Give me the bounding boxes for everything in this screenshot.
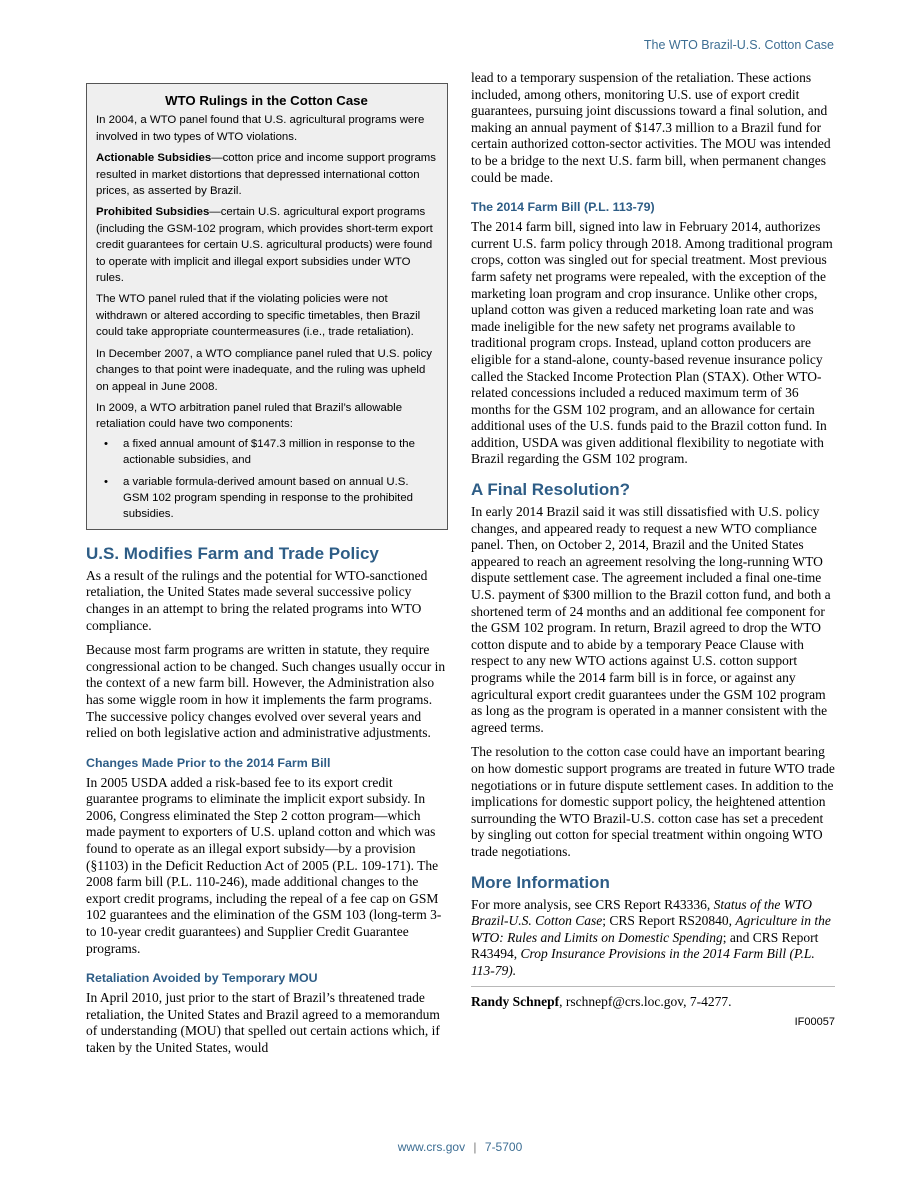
actionable-term: Actionable Subsidies — [96, 152, 212, 165]
footer-phone: 7-5700 — [484, 1140, 523, 1154]
actionable-text: —cotton price and income support programs resulted in market distortions that depressed international cotton prices, as asserted by Brazil. — [96, 152, 436, 198]
paragraph: Because most farm programs are written in statute, they require congressional action to be changed. Such changes usually occur in the context of a new farm bill. However, the Administration also has some wiggle room in how it implements the farm programs. The successive policy changes evolved over several years and relied on both legislative action and administrative adjustments. — [86, 642, 446, 741]
section-resolution — [471, 479, 835, 860]
section-heading: U.S. Modifies Farm and Trade Policy — [86, 543, 379, 563]
paragraph: In early 2014 Brazil said it was still dissatisfied with U.S. policy changes, and appeared ready to request a new WTO compliance panel. Then, on October 2, 2014, Brazil and the United States appeared to reach an agreement resolving the long-running WTO dispute settlement case. The agreement included a final one-time U.S. payment of $300 million to the Brazil cotton fund, and both a shortened term of 24 months and an additional fee component for the GSM 102 program. In return, Brazil agreed to drop the WTO cotton dispute and to abide by a temporary Peace Clause with respect to any new WTO actions against U.S. cotton support programs while the 2014 farm bill is in force, or against any agricultural export credit guarantees under the GSM 102 program as long as the program is operated in a manner consistent with the agreed terms. — [471, 504, 831, 735]
paragraph: The resolution to the cotton case could have an important bearing on how domestic support programs are treated in future WTO trade negotiations or in future dispute settlement cases. In addition to the implications for domestic support policy, the heightened attention surrounding the WTO Brazil-U.S. cotton case has set a precedent by singling out cotton for special treatment within ongoing WTO trade negotiations. — [471, 744, 835, 859]
sidebar-title: WTO Rulings in the Cotton Case — [165, 93, 368, 108]
paragraph: As a result of the rulings and the potential for WTO-sanctioned retaliation, the United States made several successive policy changes in an attempt to bring the related programs into WTO compliance. — [86, 567, 428, 633]
report-reference: Crop Insurance Provisions in the 2014 Farm Bill (P.L. 113-79). — [471, 946, 815, 978]
document-id: IF00057 — [794, 1016, 835, 1029]
sidebar-actionable-paragraph — [96, 150, 437, 199]
subsection-heading: The 2014 Farm Bill (P.L. 113-79) — [471, 200, 655, 215]
sidebar-compliance-ruling: In December 2007, a WTO compliance panel ruled that U.S. policy changes to that point were inadequate, and the ruling was upheld on appeal in June 2008. — [96, 347, 432, 393]
page-footer — [0, 1140, 920, 1154]
author-divider — [471, 986, 835, 987]
sidebar-prohibited-paragraph — [96, 204, 437, 286]
retaliation-components-list — [96, 436, 437, 523]
section-modifies — [86, 543, 448, 742]
paragraph-continued: lead to a temporary suspension of the retaliation. These actions included, among others, monitoring U.S. use of export credit guarantees, pursuing joint discussions toward a final solution, and making an annual payment of $147.3 million to a Brazil fund for certain authorized cotton-sector activities. The MOU was intended to be a bridge to the next U.S. farm bill, when permanent changes could be made. — [471, 70, 831, 185]
paragraph: In 2005 USDA added a risk-based fee to its export credit guarantee programs to eliminate the implicit export subsidy. In 2006, Congress eliminated the Step 2 cotton program—which made payment to exporters of U.S. upland cotton and which was found to operate as an illegal export subsidy—by a provision (§1103) in the Deficit Reduction Act of 2005 (P.L. 109-171). The 2008 farm bill (P.L. 110-246), made additional changes to the export credit programs, including the repeal of a fee cap on GSM 102 guarantees and the elimination of the GSM 103 (long-term 3- to 10-year credit guarantees) and Supplier Credit Guarantee programs. — [86, 774, 442, 956]
more-info-text: ; CRS Report RS20840, — [602, 913, 736, 929]
bullet-icon: • — [104, 475, 108, 488]
sidebar-intro: In 2004, a WTO panel found that U.S. agricultural programs were involved in two types of WTO violations. — [96, 114, 425, 143]
author-contact: , rschnepf@crs.loc.gov, 7-4277. — [559, 993, 732, 1009]
footer-separator: | — [473, 1140, 477, 1154]
section-more-info — [471, 872, 835, 980]
section-heading: A Final Resolution? — [471, 480, 630, 500]
subsection-heading: Changes Made Prior to the 2014 Farm Bill — [86, 755, 331, 770]
prohibited-term: Prohibited Subsidies — [96, 206, 210, 219]
bullet-icon: • — [104, 437, 108, 450]
sidebar-panel-ruling: The WTO panel ruled that if the violating policies were not withdrawn or altered according to specific timetables, then Brazil could take appropriate countermeasures (i.e., trade retaliation). — [96, 293, 421, 339]
list-item — [96, 474, 437, 523]
section-heading: More Information — [471, 872, 610, 892]
running-header-title: The WTO Brazil-U.S. Cotton Case — [643, 38, 834, 52]
sidebar-arbitration-ruling: In 2009, a WTO arbitration panel ruled that Brazil’s allowable retaliation could have two components: — [96, 401, 403, 431]
more-info-paragraph — [471, 897, 835, 980]
list-item-text: a variable formula-derived amount based on annual U.S. GSM 102 program spending in response to the prohibited subsidies. — [123, 475, 414, 521]
report-reference: Status of the WTO Brazil-U.S. Cotton Case — [471, 896, 813, 929]
paragraph: The 2014 farm bill, signed into law in February 2014, authorizes current U.S. farm policy through 2018. Among traditional program crops, cotton was singled out for special treatment. Most previous farm safety net programs were repealed, with the exception of the marketing loan program and crop insurance. Unlike other crops, upland cotton was given a reduced marketing loan rate and was made ineligible for the new safety net programs available to traditional program crops. Instead, upland cotton producers are eligible for a stand-alone, county-based revenue insurance policy called the Stacked Income Protection Plan (STAX). Other WTO-related concessions included a reduced maximum term of 36 months for the GSM 102 program, and an allowance for certain additional uses of the U.S. funds paid to the Brazil cotton fund. In addition, USDA was given additional flexibility to negotiate with Brazil regarding the GSM 102 program. — [471, 219, 833, 467]
footer-url: www.crs.gov — [397, 1140, 466, 1154]
left-column — [86, 70, 448, 1065]
report-reference: Agriculture in the WTO: Rules and Limits on Domestic Spending — [471, 913, 831, 945]
prohibited-text: —certain U.S. agricultural export programs (including the GSM-102 program, which provides short-term export credit guarantees for certain U.S. agricultural products) were found to operate with implicit and illegal export subsidies under WTO rules. — [96, 206, 433, 285]
list-item-text: a fixed annual amount of $147.3 million in response to the actionable subsidies, and — [123, 437, 415, 467]
subsection-heading: Retaliation Avoided by Temporary MOU — [86, 971, 318, 986]
section-retaliation — [86, 970, 448, 1056]
more-info-text: For more analysis, see CRS Report R43336, — [471, 896, 714, 912]
wto-rulings-sidebar — [86, 83, 448, 530]
author-line — [471, 994, 835, 1011]
more-info-text: ; and CRS Report R43494, — [471, 929, 819, 962]
right-column — [471, 70, 835, 1028]
list-item — [96, 436, 437, 469]
paragraph: In April 2010, just prior to the start of Brazil’s threatened trade retaliation, the United States and Brazil agreed to a memorandum of understanding (MOU) that spelled out certain actions which, if taken by the United States, would — [86, 990, 440, 1055]
author-name: Randy Schnepf — [471, 993, 560, 1009]
section-farm-bill-2014 — [471, 199, 835, 468]
section-prior-changes — [86, 755, 448, 958]
